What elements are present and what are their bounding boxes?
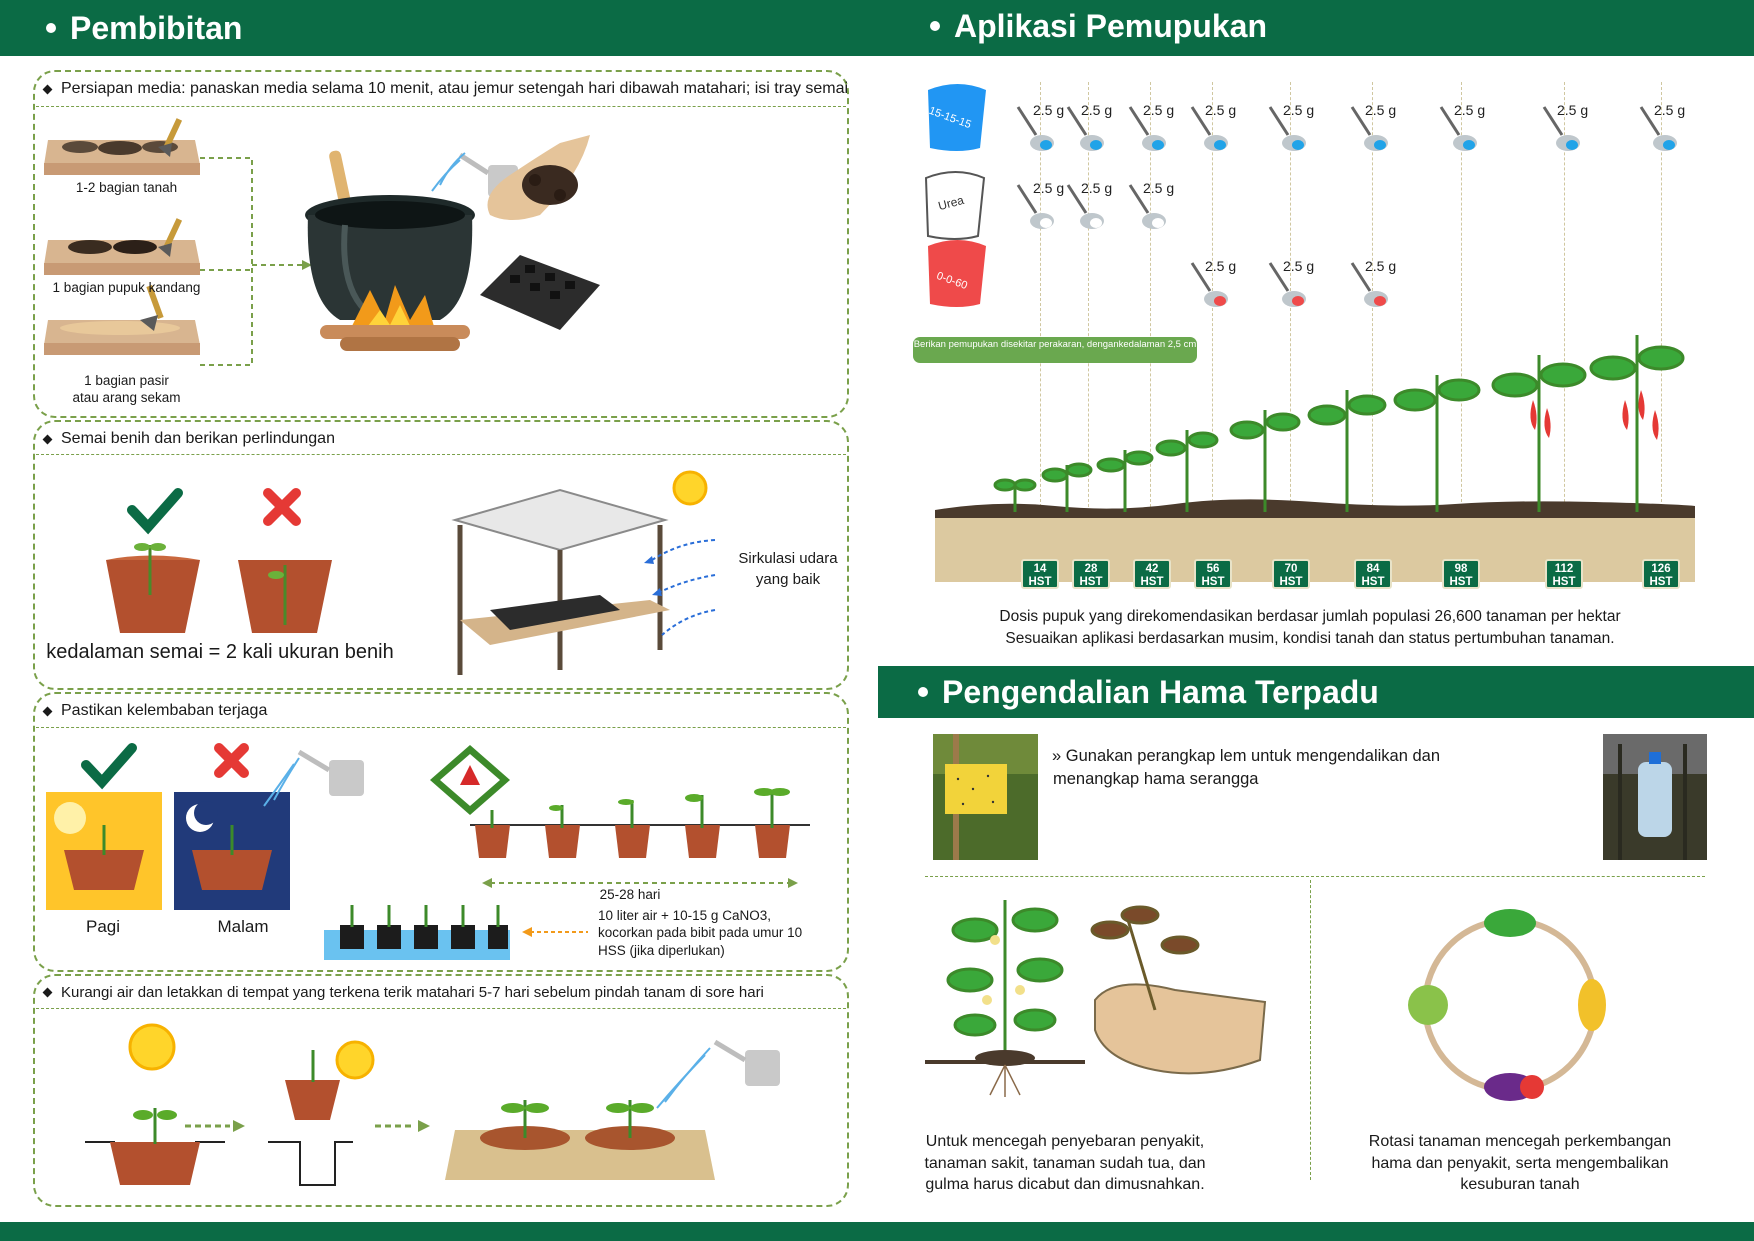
diamond-bullet-icon bbox=[43, 434, 53, 444]
step1-heading: Persiapan media: panaskan media selama 10 menit, atau jemur setengah hari dibawah matahari; isi tray semai bbox=[38, 77, 848, 101]
hst-badge-56: 56 HST bbox=[1194, 559, 1232, 589]
fertilizer-caption-2: Sesuaikan aplikasi berdasarkan musim, kondisi tanah dan status pertumbuhan tanaman. bbox=[1005, 630, 1615, 647]
rotation-text bbox=[1320, 1131, 1720, 1196]
fertilizer-packet-icon bbox=[430, 745, 510, 815]
hst-badge-28: 28 HST bbox=[1072, 559, 1110, 589]
step4-heading: Kurangi air dan letakkan di tempat yang terkena terik matahari 5-7 hari sebelum pindah tanam di sore hari bbox=[38, 980, 764, 1004]
step3-heading: Pastikan kelembaban terjaga bbox=[38, 699, 267, 723]
sanitation-line-1: Untuk mencegah penyebaran penyakit, bbox=[925, 1133, 1205, 1150]
arrow-left-icon bbox=[520, 925, 590, 939]
hama-header bbox=[878, 666, 1754, 718]
pembibitan-header bbox=[0, 0, 878, 56]
soil-tray-icon bbox=[44, 118, 200, 175]
manure-label: 1 bagian pupuk kandang bbox=[52, 280, 201, 295]
dose-label: 2.5 g bbox=[1081, 180, 1113, 196]
plant-icon bbox=[995, 335, 1683, 512]
bullet-icon bbox=[930, 21, 940, 31]
dose-label: 2.5 g bbox=[1365, 258, 1397, 274]
sanitation-text bbox=[880, 1131, 1250, 1196]
cano3-line-3: HSS (jika diperlukan) bbox=[598, 942, 725, 958]
hardening-illustration bbox=[85, 1020, 815, 1190]
dose-label: 2.5 g bbox=[1365, 102, 1397, 118]
sowing-illustration bbox=[90, 485, 350, 635]
sanitation-line-2: tanaman sakit, tanaman sudah tua, dan bbox=[924, 1154, 1206, 1172]
cano3-line-2: kocorkan pada bibit pada umur 10 bbox=[598, 925, 803, 941]
diamond-bullet-icon bbox=[43, 84, 53, 94]
seedling-row-icon bbox=[322, 895, 512, 963]
airflow-label-2: yang baik bbox=[755, 571, 821, 588]
hst-badge-42: 42 HST bbox=[1133, 559, 1171, 589]
pemupukan-header bbox=[930, 0, 1267, 52]
dose-label: 2.5 g bbox=[1143, 102, 1175, 118]
cross-icon bbox=[219, 748, 244, 773]
cano3-line-1: 10 liter air + 10-15 g CaNO3, bbox=[598, 908, 771, 923]
bottom-band bbox=[0, 1222, 1754, 1241]
fertilizer-caption-1: Dosis pupuk yang direkomendasikan berdasar jumlah populasi 26,600 tanaman per hektar bbox=[999, 608, 1621, 625]
dose-label: 2.5 g bbox=[1205, 258, 1237, 274]
rotation-line-1: Rotasi tanaman mencegah perkembangan bbox=[1368, 1133, 1672, 1150]
step3-separator bbox=[36, 727, 846, 728]
bullet-icon bbox=[918, 687, 928, 697]
trap-line-2: menangkap hama serangga bbox=[1053, 769, 1259, 788]
sun-icon bbox=[337, 1042, 373, 1078]
bullet-icon bbox=[46, 23, 56, 33]
cooking-pot-icon bbox=[305, 150, 475, 320]
hst-badge-84: 84 HST bbox=[1354, 559, 1392, 589]
uprooting-illustration bbox=[925, 890, 1285, 1100]
sowing-depth-text: kedalaman semai = 2 kali ukuran benih bbox=[46, 641, 394, 663]
sand-label-2: atau arang sekam bbox=[72, 390, 181, 405]
hst-badge-112: 112 HST bbox=[1545, 559, 1583, 589]
soil-label: 1-2 bagian tanah bbox=[75, 180, 178, 195]
morning-label: Pagi bbox=[85, 917, 121, 936]
pembibitan-title: Pembibitan bbox=[70, 10, 243, 46]
step2-heading: Semai benih dan berikan perlindungan bbox=[38, 427, 335, 451]
dose-label: 2.5 g bbox=[1033, 102, 1065, 118]
hama-title: Pengendalian Hama Terpadu bbox=[942, 674, 1379, 710]
step1-separator bbox=[36, 106, 846, 107]
step4-separator bbox=[36, 1008, 846, 1009]
sanitation-line-3: gulma harus dicabut dan dimusnahkan. bbox=[925, 1176, 1205, 1194]
watering-can-icon bbox=[657, 1042, 780, 1108]
check-icon bbox=[86, 748, 132, 782]
hst-badge-70: 70 HST bbox=[1272, 559, 1310, 589]
moisture-illustration bbox=[44, 740, 374, 915]
hama-divider-h bbox=[925, 876, 1705, 877]
sticky-trap-photo bbox=[933, 734, 1038, 860]
dose-label: 2.5 g bbox=[1143, 180, 1175, 196]
chili-growth-field bbox=[935, 330, 1695, 585]
fertilizer-note-badge: Berikan pemupukan disekitar perakaran, dengankedalaman 2,5 cm bbox=[913, 337, 1197, 363]
bag-label-npk: 15-15-15 bbox=[927, 104, 973, 132]
dose-label: 2.5 g bbox=[1033, 180, 1065, 196]
rotation-line-2: hama dan penyakit, serta mengembalikan bbox=[1371, 1154, 1669, 1172]
pemupukan-title: Aplikasi Pemupukan bbox=[954, 8, 1267, 44]
dose-label: 2.5 g bbox=[1283, 102, 1315, 118]
trap-line-1: » Gunakan perangkap lem untuk mengendalikan dan bbox=[1052, 747, 1441, 765]
cano3-note bbox=[598, 907, 802, 959]
airflow-label-1: Sirkulasi udara bbox=[738, 550, 838, 567]
bag-label-urea: Urea bbox=[936, 192, 966, 214]
step2-separator bbox=[36, 454, 846, 455]
diamond-bullet-icon bbox=[43, 706, 53, 716]
hama-divider-v bbox=[1310, 880, 1311, 1180]
sun-icon bbox=[674, 472, 706, 504]
seedling-growth-illustration bbox=[430, 740, 820, 890]
dose-label: 2.5 g bbox=[1205, 102, 1237, 118]
sun-icon bbox=[54, 802, 86, 834]
dose-label: 2.5 g bbox=[1654, 102, 1686, 118]
dose-label: 2.5 g bbox=[1283, 258, 1315, 274]
seedling-tray-icon bbox=[480, 255, 600, 330]
dose-label: 2.5 g bbox=[1081, 102, 1113, 118]
rotation-line-3: kesuburan tanah bbox=[1460, 1176, 1580, 1194]
airflow-arrows bbox=[640, 530, 720, 640]
bag-label-kcl: 0-0-60 bbox=[934, 269, 969, 293]
dose-label: 2.5 g bbox=[1557, 102, 1589, 118]
diamond-bullet-icon bbox=[43, 987, 53, 997]
trap-text bbox=[1052, 745, 1440, 791]
media-mix-illustration bbox=[40, 115, 600, 410]
bottle-trap-photo bbox=[1603, 734, 1707, 860]
hst-badge-14: 14 HST bbox=[1021, 559, 1059, 589]
manure-tray-icon bbox=[44, 218, 200, 275]
vegetables-icon bbox=[1408, 909, 1606, 1101]
hst-badge-126: 126 HST bbox=[1642, 559, 1680, 589]
cross-icon bbox=[268, 493, 296, 521]
night-label: Malam bbox=[217, 917, 269, 936]
hst-badge-98: 98 HST bbox=[1442, 559, 1480, 589]
dose-label: 2.5 g bbox=[1454, 102, 1486, 118]
spoon-grid bbox=[1010, 95, 1710, 325]
crop-rotation-illustration bbox=[1390, 895, 1630, 1115]
sun-icon bbox=[130, 1025, 174, 1069]
check-icon bbox=[132, 493, 178, 527]
days-label: 25-28 hari bbox=[599, 887, 661, 902]
sand-label-1: 1 bagian pasir bbox=[84, 373, 169, 388]
